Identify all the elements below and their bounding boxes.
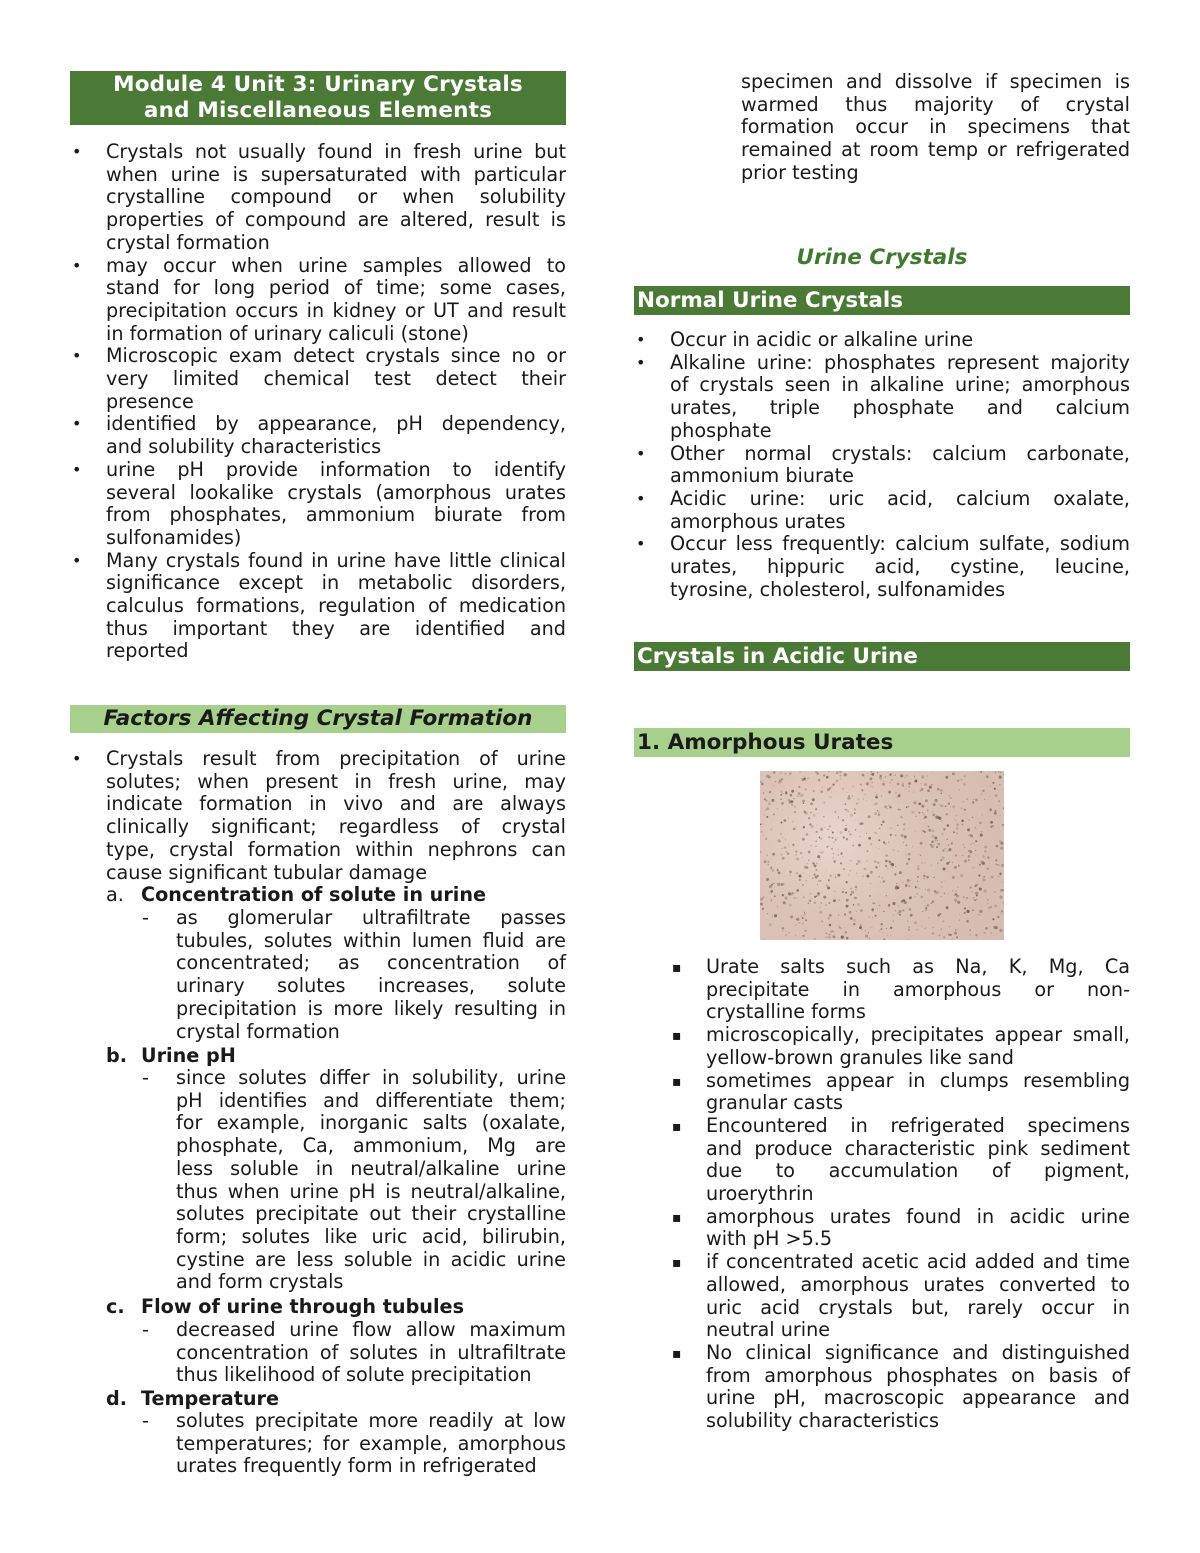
module-title bbox=[70, 71, 566, 125]
text-line: stand for long period of time; some cases, bbox=[106, 276, 566, 300]
acidic-crystals-header: Crystals in Acidic Urine bbox=[634, 642, 1130, 671]
amorphous-urate-item bbox=[634, 1206, 1130, 1251]
bullet-text bbox=[706, 1070, 1130, 1115]
text-line: precipitation occurs in kidney or UT and result bbox=[106, 298, 566, 322]
text-line: Microscopic exam detect crystals since no or bbox=[106, 344, 566, 368]
text-line: phosphate bbox=[670, 418, 772, 442]
text-line: as glomerular ultrafiltrate passes bbox=[176, 906, 566, 929]
text-line: concentrated; as concentration of bbox=[176, 951, 566, 975]
normal-crystals-header: Normal Urine Crystals bbox=[634, 286, 1130, 315]
dash-marker: - bbox=[142, 1318, 149, 1341]
bullet-text bbox=[706, 1206, 1130, 1251]
text-line: granular casts bbox=[706, 1091, 844, 1115]
bullet-marker: ▪ bbox=[672, 1209, 682, 1226]
dash-marker: - bbox=[142, 1409, 149, 1432]
text-line: uric acid crystals but, rarely occur in bbox=[706, 1295, 1130, 1319]
module-title-line1: Module 4 Unit 3: Urinary Crystals bbox=[113, 72, 523, 97]
text-line: urinary solutes increases, solute bbox=[176, 974, 566, 998]
factors-intro-list bbox=[70, 748, 566, 884]
text-line: and solubility characteristics bbox=[106, 435, 382, 459]
bullet-text bbox=[706, 1115, 1130, 1206]
text-line: tubules, solutes within lumen fluid are bbox=[176, 928, 566, 952]
text-line: significance except in metabolic disorders, bbox=[106, 571, 566, 595]
micrograph-image bbox=[760, 771, 1004, 940]
text-line: calculus formations, regulation of medication bbox=[106, 594, 566, 618]
text-line: yellow-brown granules like sand bbox=[706, 1045, 1014, 1069]
amorphous-urate-item bbox=[634, 1115, 1130, 1206]
intro-bullet-item bbox=[70, 550, 566, 664]
text-line: Crystals result from precipitation of urine bbox=[106, 747, 566, 770]
text-line: crystal formation bbox=[106, 230, 270, 254]
factor-a-title: Concentration of solute in urine bbox=[141, 883, 487, 906]
bullet-text bbox=[706, 1251, 1130, 1342]
bullet-text bbox=[670, 533, 1130, 601]
text-line: solutes precipitate more readily at low bbox=[176, 1409, 566, 1432]
module-title-line2: and Miscellaneous Elements bbox=[143, 98, 493, 123]
amorphous-urate-item bbox=[634, 1024, 1130, 1069]
text-line: cystine are less soluble in acidic urine bbox=[176, 1247, 566, 1271]
text-line: ammonium biurate bbox=[670, 464, 854, 488]
factor-a-paragraph bbox=[176, 907, 566, 1043]
factors-header: Factors Affecting Crystal Formation bbox=[70, 705, 566, 733]
text-line: Occur less frequently: calcium sulfate, sodium bbox=[670, 532, 1130, 556]
amorphous-urates-list bbox=[634, 956, 1130, 1433]
amorphous-urate-item bbox=[634, 1251, 1130, 1342]
amorphous-urate-item bbox=[634, 956, 1130, 1024]
factor-b-paragraph bbox=[176, 1067, 566, 1294]
amorphous-urates-header: 1. Amorphous Urates bbox=[634, 728, 1130, 757]
text-line: presence bbox=[106, 389, 194, 413]
text-line: when urine is supersaturated with particular bbox=[106, 162, 566, 186]
text-line: since solutes differ in solubility, urine bbox=[176, 1066, 566, 1089]
normal-crystal-item bbox=[634, 488, 1130, 533]
text-line: urates, triple phosphate and calcium bbox=[670, 396, 1130, 420]
intro-bullet-item bbox=[70, 459, 566, 550]
bullet-text bbox=[106, 141, 566, 255]
factor-d-title: Temperature bbox=[141, 1387, 280, 1410]
text-line: with pH >5.5 bbox=[706, 1227, 833, 1251]
intro-bullet-item bbox=[70, 345, 566, 413]
text-line: urates, hippuric acid, cystine, leucine, bbox=[670, 555, 1130, 579]
text-line: crystalline compound or when solubility bbox=[106, 185, 566, 209]
bullet-marker: ▪ bbox=[672, 1028, 682, 1045]
text-line: due to accumulation of pigment, bbox=[706, 1159, 1130, 1183]
text-line: amorphous urates bbox=[670, 509, 846, 533]
text-line: Other normal crystals: calcium carbonate, bbox=[670, 441, 1130, 465]
text-line: crystalline forms bbox=[706, 1000, 866, 1024]
text-line: concentration of solutes in ultrafiltrate bbox=[176, 1340, 566, 1364]
text-line: phosphate, Ca, ammonium, Mg are bbox=[176, 1134, 566, 1158]
bullet-marker: ▪ bbox=[672, 1118, 682, 1135]
text-line: Alkaline urine: phosphates represent majority bbox=[670, 350, 1130, 374]
bullet-marker: ▪ bbox=[672, 960, 682, 976]
bullet-marker: • bbox=[72, 749, 82, 768]
text-line: Urate salts such as Na, K, Mg, Ca bbox=[706, 955, 1130, 978]
dash-marker: - bbox=[142, 906, 149, 929]
text-line: solutes precipitate out their crystalline bbox=[176, 1202, 566, 1226]
text-line: sometimes appear in clumps resembling bbox=[706, 1068, 1130, 1092]
text-line: type, crystal formation within nephrons can bbox=[106, 837, 566, 861]
bullet-marker: • bbox=[72, 550, 82, 570]
text-line: prior testing bbox=[741, 160, 859, 184]
bullet-text bbox=[670, 488, 1130, 533]
factor-c-label: c. bbox=[106, 1295, 125, 1318]
text-line: warmed thus majority of crystal bbox=[741, 92, 1130, 116]
text-line: urine pH, macroscopic appearance and bbox=[706, 1386, 1130, 1410]
bullet-marker: • bbox=[636, 330, 646, 349]
text-line: pH identifies and differentiate them; bbox=[176, 1088, 566, 1112]
text-line: amorphous urates found in acidic urine bbox=[706, 1204, 1130, 1228]
text-line: neutral urine bbox=[706, 1318, 831, 1342]
bullet-text bbox=[106, 748, 566, 884]
bullet-text bbox=[706, 1342, 1130, 1433]
text-line: allowed, amorphous urates converted to bbox=[706, 1272, 1130, 1296]
text-line: solubility characteristics bbox=[706, 1409, 939, 1433]
text-line: sulfonamides) bbox=[106, 525, 242, 549]
factor-c-paragraph bbox=[176, 1319, 566, 1387]
text-line: very limited chemical test detect their bbox=[106, 367, 566, 391]
normal-crystals-list bbox=[634, 329, 1130, 601]
bullet-text bbox=[106, 550, 566, 664]
bullet-text bbox=[106, 345, 566, 413]
text-line: and form crystals bbox=[176, 1270, 344, 1294]
text-line: thus when urine pH is neutral/alkaline, bbox=[176, 1179, 566, 1203]
text-line: thus important they are identified and bbox=[106, 616, 566, 640]
factor-c-title: Flow of urine through tubules bbox=[141, 1295, 464, 1318]
bullet-text bbox=[706, 1024, 1130, 1069]
text-line: in formation of urinary caliculi (stone) bbox=[106, 321, 469, 345]
amorphous-urate-item bbox=[634, 1342, 1130, 1433]
bullet-marker: • bbox=[72, 255, 82, 275]
text-line: indicate formation in vivo and are always bbox=[106, 792, 566, 816]
bullet-text bbox=[706, 956, 1130, 1024]
text-line: several lookalike crystals (amorphous urates bbox=[106, 480, 566, 504]
text-line: crystal formation bbox=[176, 1019, 340, 1043]
bullet-marker: ▪ bbox=[672, 1073, 682, 1090]
factor-a-label: a. bbox=[106, 883, 124, 906]
text-line: properties of compound are altered, result is bbox=[106, 208, 566, 232]
intro-bullet-item bbox=[70, 141, 566, 255]
bullet-marker: • bbox=[636, 352, 646, 372]
bullet-marker: • bbox=[636, 488, 646, 508]
text-line: precipitation is more likely resulting in bbox=[176, 996, 566, 1020]
continued-paragraph bbox=[741, 71, 1130, 185]
text-line: specimen and dissolve if specimen is bbox=[741, 70, 1130, 93]
bullet-text bbox=[106, 459, 566, 550]
text-line: form; solutes like uric acid, bilirubin, bbox=[176, 1224, 566, 1248]
factor-d-label: d. bbox=[106, 1387, 128, 1410]
text-line: for example, inorganic salts (oxalate, bbox=[176, 1111, 566, 1135]
text-line: from amorphous phosphates on basis of bbox=[706, 1363, 1130, 1387]
bullet-marker: ▪ bbox=[672, 1345, 682, 1362]
text-line: solutes; when present in fresh urine, may bbox=[106, 769, 566, 793]
factors-intro-item bbox=[70, 748, 566, 884]
bullet-marker: • bbox=[72, 459, 82, 479]
bullet-marker: • bbox=[72, 414, 82, 434]
text-line: identified by appearance, pH dependency, bbox=[106, 412, 566, 436]
text-line: Encountered in refrigerated specimens bbox=[706, 1113, 1130, 1137]
dash-marker: - bbox=[142, 1066, 149, 1089]
text-line: temperatures; for example, amorphous bbox=[176, 1431, 566, 1455]
text-line: uroerythrin bbox=[706, 1182, 814, 1206]
bullet-text bbox=[670, 443, 1130, 488]
text-line: Many crystals found in urine have little clinical bbox=[106, 548, 566, 572]
text-line: of crystals seen in alkaline urine; amorphous bbox=[670, 373, 1130, 397]
text-line: Acidic urine: uric acid, calcium oxalate, bbox=[670, 486, 1130, 510]
factor-b-label: b. bbox=[106, 1044, 128, 1067]
bullet-marker: ▪ bbox=[672, 1255, 682, 1272]
bullet-text bbox=[106, 413, 566, 458]
text-line: cause significant tubular damage bbox=[106, 860, 428, 884]
amorphous-urates-micrograph bbox=[760, 771, 1004, 940]
text-line: less soluble in neutral/alkaline urine bbox=[176, 1156, 566, 1180]
text-line: Crystals not usually found in fresh urine but bbox=[106, 140, 566, 163]
intro-bullet-item bbox=[70, 413, 566, 458]
text-line: urates frequently form in refrigerated bbox=[176, 1454, 537, 1478]
amorphous-urate-item bbox=[634, 1070, 1130, 1115]
text-line: No clinical significance and distinguished bbox=[706, 1340, 1130, 1364]
intro-bullet-item bbox=[70, 255, 566, 346]
normal-crystal-item bbox=[634, 352, 1130, 443]
bullet-marker: • bbox=[72, 142, 82, 161]
urine-crystals-title: Urine Crystals bbox=[796, 245, 968, 270]
text-line: Occur in acidic or alkaline urine bbox=[670, 328, 974, 351]
intro-bullet-list bbox=[70, 141, 566, 663]
text-line: decreased urine flow allow maximum bbox=[176, 1318, 566, 1341]
text-line: tyrosine, cholesterol, sulfonamides bbox=[670, 577, 1006, 601]
bullet-marker: • bbox=[72, 346, 82, 366]
normal-crystal-item bbox=[634, 329, 1130, 352]
bullet-marker: • bbox=[636, 443, 646, 463]
text-line: formation occur in specimens that bbox=[741, 115, 1130, 139]
text-line: precipitate in amorphous or non- bbox=[706, 977, 1130, 1001]
text-line: thus likelihood of solute precipitation bbox=[176, 1363, 532, 1387]
text-line: if concentrated acetic acid added and time bbox=[706, 1250, 1130, 1274]
text-line: remained at room temp or refrigerated bbox=[741, 138, 1130, 162]
bullet-text bbox=[670, 329, 1130, 352]
text-line: and produce characteristic pink sediment bbox=[706, 1136, 1130, 1160]
bullet-text bbox=[670, 352, 1130, 443]
text-line: clinically significant; regardless of crystal bbox=[106, 815, 566, 839]
normal-crystal-item bbox=[634, 533, 1130, 601]
bullet-marker: • bbox=[636, 534, 646, 554]
factor-b-title: Urine pH bbox=[141, 1044, 236, 1067]
text-line: reported bbox=[106, 639, 189, 663]
normal-crystal-item bbox=[634, 443, 1130, 488]
text-line: may occur when urine samples allowed to bbox=[106, 253, 566, 277]
text-line: microscopically, precipitates appear small, bbox=[706, 1023, 1130, 1047]
bullet-text bbox=[106, 255, 566, 346]
text-line: from phosphates, ammonium biurate from bbox=[106, 503, 566, 527]
factor-d-paragraph bbox=[176, 1410, 566, 1478]
text-line: urine pH provide information to identify bbox=[106, 457, 566, 481]
